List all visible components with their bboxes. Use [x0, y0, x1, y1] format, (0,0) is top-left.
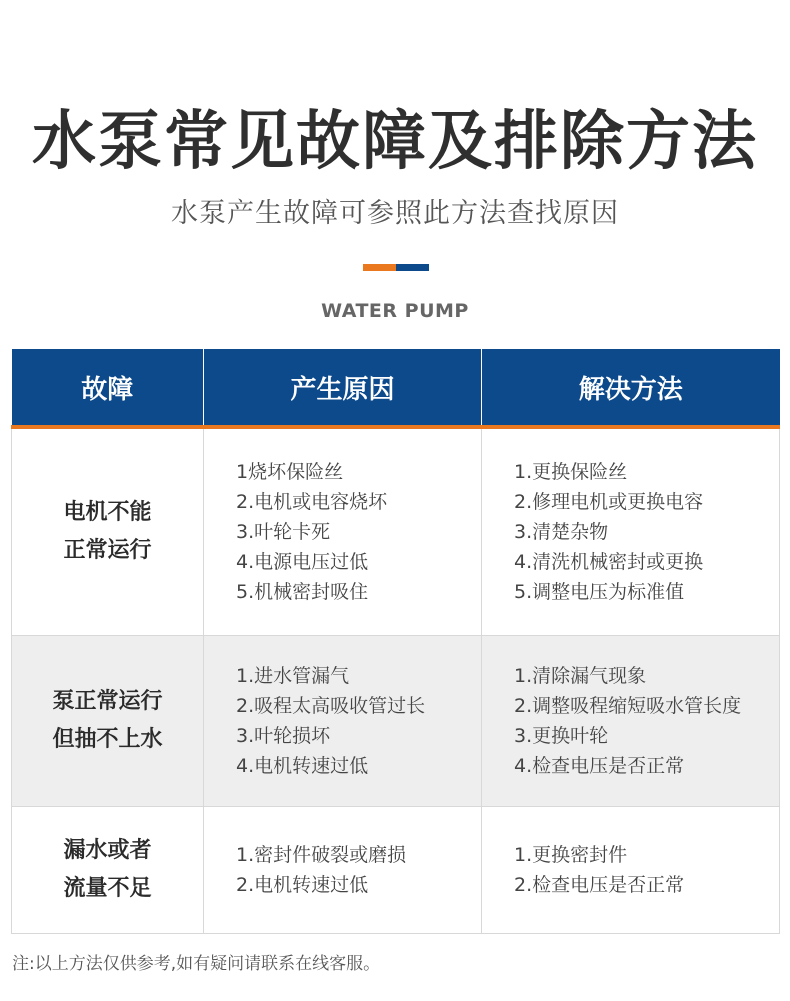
solution-item: 1.更换密封件 [514, 844, 628, 866]
fault-text-line: 电机不能 [63, 500, 152, 525]
solution-item: 1.清除漏气现象 [514, 665, 647, 687]
header-row [12, 349, 780, 427]
cause-item: 2.电机或电容烧坏 [236, 491, 388, 513]
solution-item: 2.检查电压是否正常 [514, 874, 685, 896]
solution-item: 5.调整电压为标准值 [514, 581, 685, 603]
page-subtitle: 水泵产生故障可参照此方法查找原因 [171, 198, 619, 229]
fault-text-line: 正常运行 [63, 538, 152, 563]
cause-item: 2.吸程太高吸收管过长 [236, 695, 426, 717]
table-row [12, 636, 780, 807]
solution-item: 1.更换保险丝 [514, 461, 628, 483]
fault-text-line: 漏水或者 [63, 838, 152, 863]
title-divider [363, 264, 429, 271]
cause-item: 1烧坏保险丝 [236, 461, 344, 483]
table-row [12, 427, 780, 636]
fault-text-line: 但抽不上水 [52, 727, 163, 752]
fault-table [11, 349, 780, 934]
header-solution: 解决方法 [482, 349, 780, 427]
cause-item: 2.电机转速过低 [236, 874, 369, 896]
english-caption: WATER PUMP [321, 300, 469, 322]
solution-item: 4.清洗机械密封或更换 [514, 551, 704, 573]
table-header [12, 349, 780, 427]
fault-cell [12, 636, 204, 807]
cause-cell [204, 427, 482, 636]
solution-cell [482, 807, 780, 934]
page-title: 水泵常见故障及排除方法 [32, 105, 758, 179]
cause-item: 4.电源电压过低 [236, 551, 369, 573]
divider-blue-segment [396, 264, 429, 271]
divider-orange-segment [363, 264, 396, 271]
cause-item: 5.机械密封吸住 [236, 581, 369, 603]
fault-cell [12, 807, 204, 934]
cause-item: 1.进水管漏气 [236, 665, 350, 687]
solution-item: 3.更换叶轮 [514, 725, 609, 747]
solution-item: 4.检查电压是否正常 [514, 755, 685, 777]
cause-item: 1.密封件破裂或磨损 [236, 844, 407, 866]
cause-item: 3.叶轮卡死 [236, 521, 331, 543]
cause-item: 3.叶轮损坏 [236, 725, 331, 747]
footer-note: 注:以上方法仅供参考,如有疑问请联系在线客服。 [12, 954, 381, 974]
cause-cell [204, 807, 482, 934]
solution-cell [482, 427, 780, 636]
cause-item: 4.电机转速过低 [236, 755, 369, 777]
fault-text-line: 流量不足 [63, 876, 152, 901]
solution-item: 2.调整吸程缩短吸水管长度 [514, 695, 742, 717]
solution-cell [482, 636, 780, 807]
header-cause: 产生原因 [204, 349, 482, 427]
table-row [12, 807, 780, 934]
solution-item: 3.清楚杂物 [514, 521, 609, 543]
fault-cell [12, 427, 204, 636]
cause-cell [204, 636, 482, 807]
solution-item: 2.修理电机或更换电容 [514, 491, 704, 513]
header-fault: 故障 [12, 349, 204, 427]
fault-text-line: 泵正常运行 [52, 689, 163, 714]
